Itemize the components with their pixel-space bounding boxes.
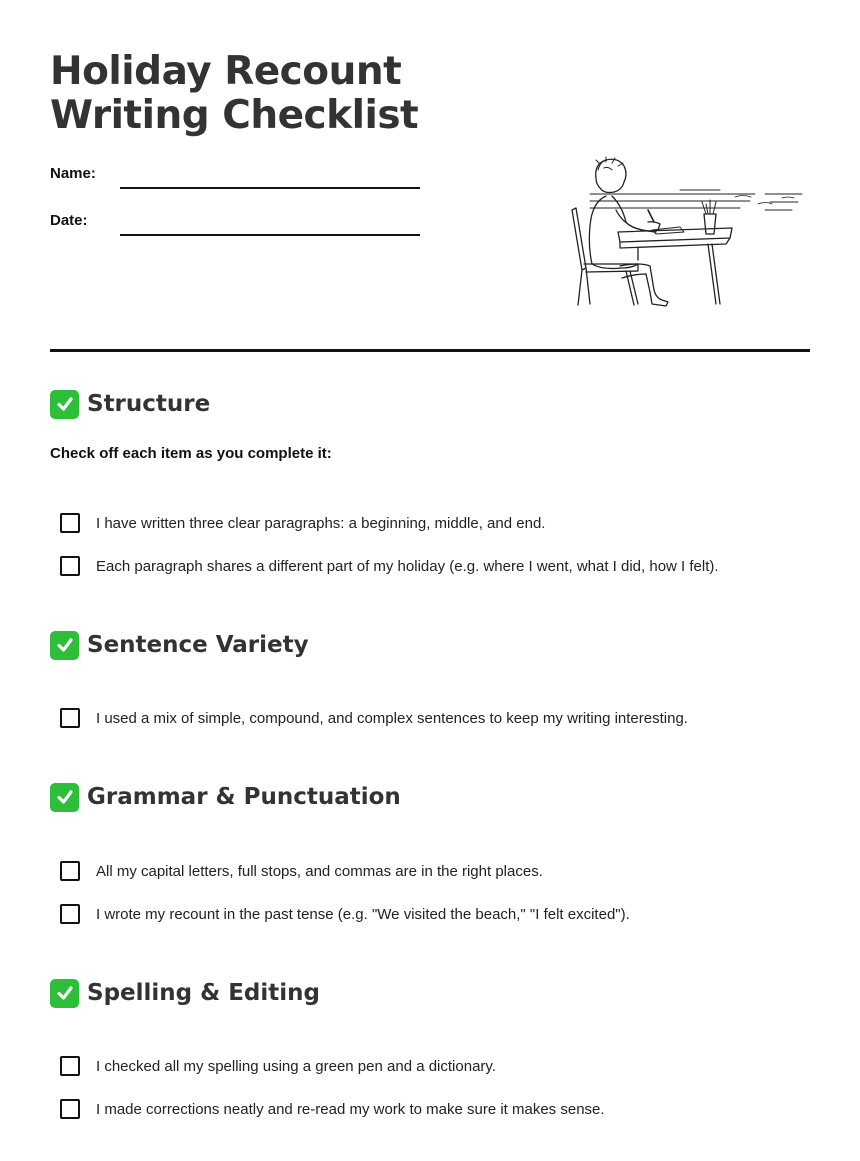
checklist-item-text: I made corrections neatly and re-read my work to make sure it makes sense.	[96, 1100, 605, 1118]
checkbox[interactable]	[60, 861, 80, 881]
header-divider	[50, 349, 810, 352]
checkbox[interactable]	[60, 1056, 80, 1076]
child-writing-illustration	[560, 150, 810, 315]
page-title	[50, 50, 418, 138]
date-label: Date:	[50, 212, 88, 229]
checklist-item[interactable]	[60, 1054, 496, 1078]
section-title: Spelling & Editing	[87, 980, 320, 1006]
checklist-item[interactable]	[60, 706, 688, 730]
section-title: Structure	[87, 391, 211, 417]
name-field[interactable]	[120, 187, 420, 189]
check-mark-button-icon	[50, 783, 79, 812]
check-mark-button-icon	[50, 979, 79, 1008]
section-heading-spelling-editing	[50, 978, 320, 1008]
checklist-item[interactable]	[60, 1097, 605, 1121]
checkbox[interactable]	[60, 1099, 80, 1119]
name-label: Name:	[50, 165, 96, 182]
checklist-item[interactable]	[60, 902, 630, 926]
checklist-item[interactable]	[60, 554, 719, 578]
title-line-1: Holiday Recount	[50, 49, 402, 94]
checklist-item-text: I have written three clear paragraphs: a beginning, middle, and end.	[96, 514, 546, 532]
check-mark-button-icon	[50, 390, 79, 419]
checklist-item-text: I used a mix of simple, compound, and complex sentences to keep my writing interesting.	[96, 709, 688, 727]
section-heading-sentence-variety	[50, 630, 309, 660]
checklist-item-text: All my capital letters, full stops, and commas are in the right places.	[96, 862, 543, 880]
section-heading-grammar-punctuation	[50, 782, 401, 812]
title-line-2: Writing Checklist	[50, 93, 419, 138]
checkbox[interactable]	[60, 708, 80, 728]
instruction-text: Check off each item as you complete it:	[50, 445, 332, 462]
section-heading-structure	[50, 389, 210, 419]
checklist-item-text: I checked all my spelling using a green pen and a dictionary.	[96, 1057, 496, 1075]
checklist-item[interactable]	[60, 859, 543, 883]
checklist-item-text: Each paragraph shares a different part of my holiday (e.g. where I went, what I did, how I felt).	[96, 557, 719, 575]
checkbox[interactable]	[60, 513, 80, 533]
checkbox[interactable]	[60, 904, 80, 924]
checkbox[interactable]	[60, 556, 80, 576]
checklist-item-text: I wrote my recount in the past tense (e.g. "We visited the beach," "I felt excited").	[96, 905, 630, 923]
check-mark-button-icon	[50, 631, 79, 660]
date-field[interactable]	[120, 234, 420, 236]
section-title: Sentence Variety	[87, 632, 309, 658]
checklist-item[interactable]	[60, 511, 545, 535]
section-title: Grammar & Punctuation	[87, 784, 401, 810]
